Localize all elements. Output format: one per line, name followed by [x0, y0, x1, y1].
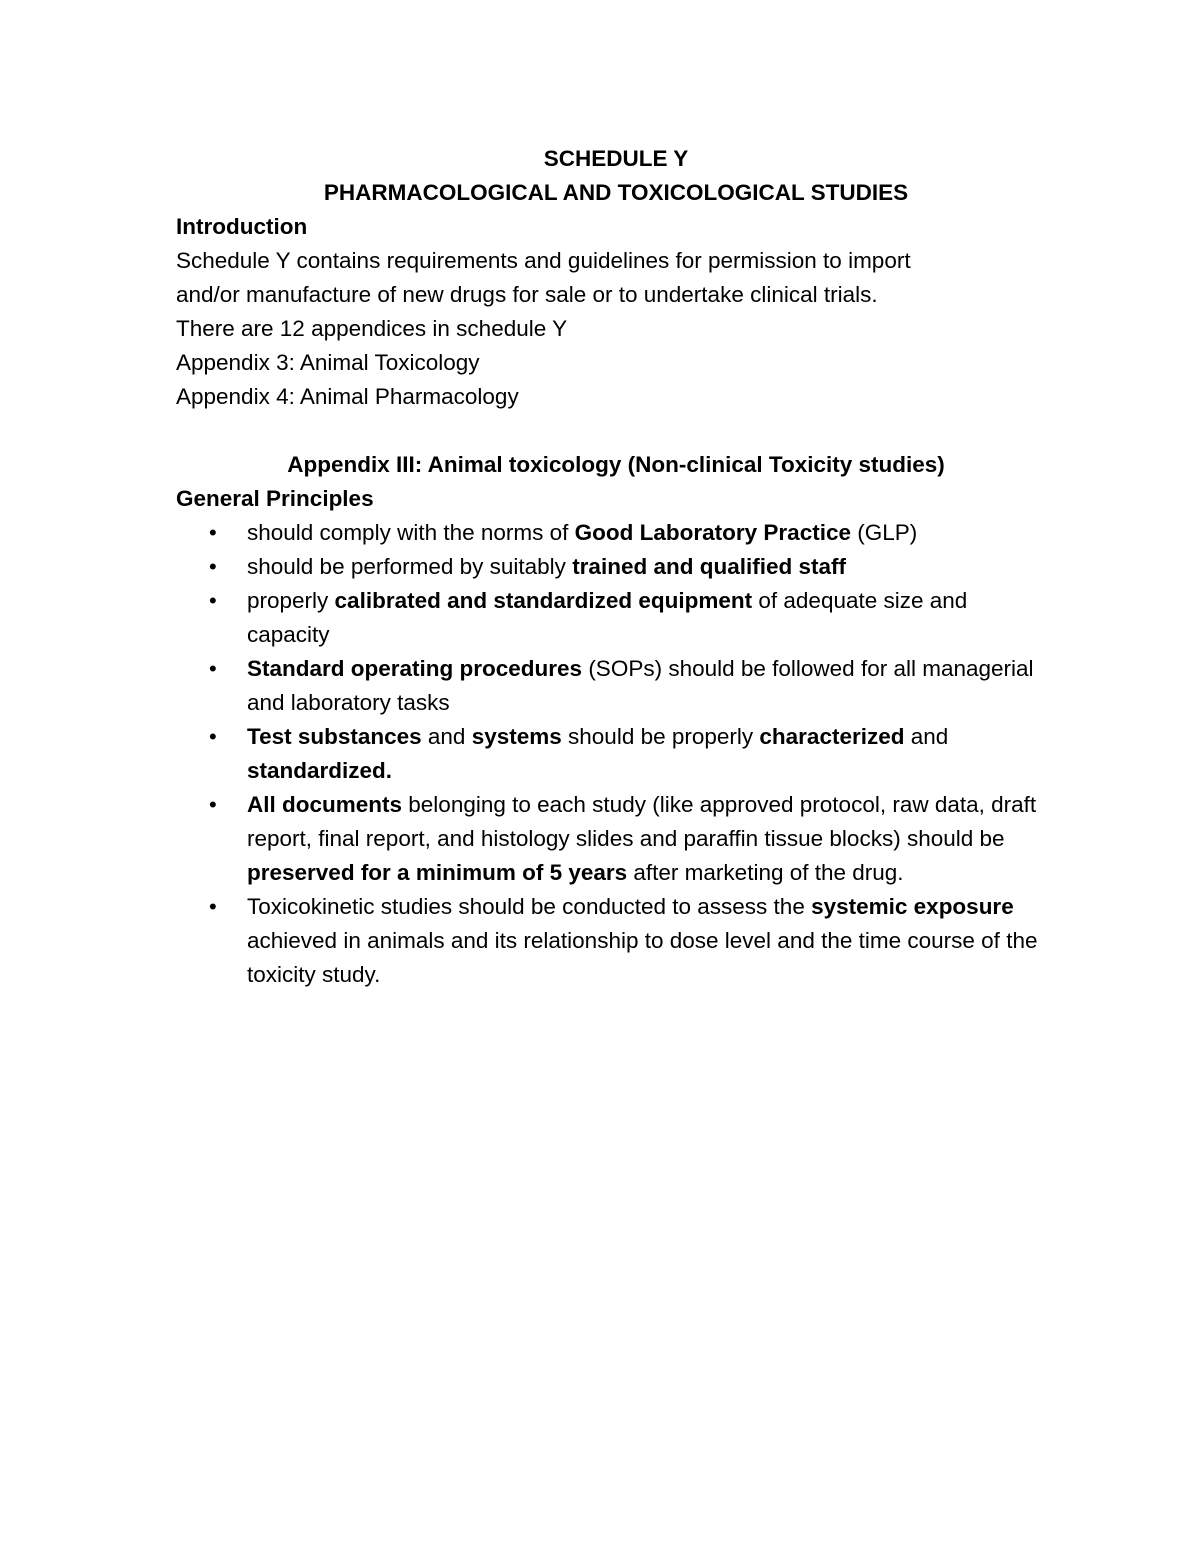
list-item-text: Test substances and systems should be properly characterized and standardized. — [247, 724, 949, 783]
list-item-text: Toxicokinetic studies should be conducted to assess the systemic exposure achieved in animals and its relationship to dose level and the time course of the toxicity study. — [247, 894, 1038, 987]
intro-line: and/or manufacture of new drugs for sale or to undertake clinical trials. — [176, 282, 878, 307]
bullet-icon: • — [209, 894, 217, 919]
list-item-text: should be performed by suitably trained and qualified staff — [247, 554, 846, 579]
list-item — [176, 652, 1056, 720]
list-item — [176, 550, 1056, 584]
list-item-text: should comply with the norms of Good Laboratory Practice (GLP) — [247, 520, 918, 545]
intro-line: Schedule Y contains requirements and guidelines for permission to import — [176, 248, 911, 273]
list-item — [176, 584, 1056, 652]
list-item — [176, 516, 1056, 550]
bullet-icon: • — [209, 554, 217, 579]
list-item — [176, 890, 1056, 992]
list-item — [176, 788, 1056, 890]
list-item — [176, 720, 1056, 788]
principles-list — [176, 516, 1056, 992]
principles-heading: General Principles — [176, 486, 374, 511]
list-item-text: All documents belonging to each study (like approved protocol, raw data, draft report, final report, and histology slides and paraffin tissue blocks) should be preserved for a minimum of 5 years after marketing of the drug. — [247, 792, 1037, 885]
document-subtitle: PHARMACOLOGICAL AND TOXICOLOGICAL STUDIES — [323, 180, 909, 205]
list-item-text: properly calibrated and standardized equipment of adequate size and capacity — [247, 588, 968, 647]
bullet-icon: • — [209, 520, 217, 545]
document-title: SCHEDULE Y — [543, 146, 689, 171]
intro-line: Appendix 3: Animal Toxicology — [176, 350, 480, 375]
bullet-icon: • — [209, 656, 217, 681]
intro-line: Appendix 4: Animal Pharmacology — [176, 384, 519, 409]
intro-heading: Introduction — [176, 214, 308, 239]
list-item-text: Standard operating procedures (SOPs) should be followed for all managerial and laboratory tasks — [247, 656, 1034, 715]
blank-line — [176, 414, 1056, 448]
bullet-icon: • — [209, 792, 217, 817]
appendix-heading: Appendix III: Animal toxicology (Non-clinical Toxicity studies) — [287, 452, 945, 477]
bullet-icon: • — [209, 724, 217, 749]
bullet-icon: • — [209, 588, 217, 613]
document-body — [176, 142, 1056, 992]
intro-line: There are 12 appendices in schedule Y — [176, 316, 568, 341]
